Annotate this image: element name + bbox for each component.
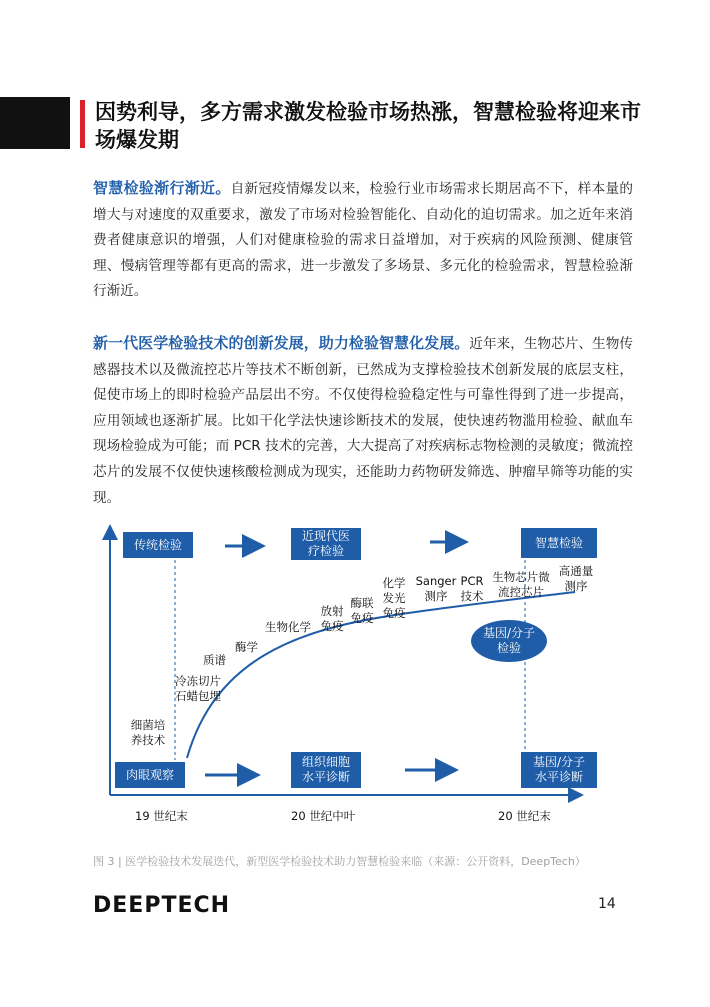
tech-label: 酶联免疫 xyxy=(350,596,374,625)
section-title: 因势利导，多方需求激发检验市场热涨，智慧检验将迎来市场爆发期 xyxy=(95,100,641,152)
paragraph-1 xyxy=(93,176,633,305)
paragraph-1-lead: 智慧检验渐行渐近。 xyxy=(93,179,231,197)
tech-label: 酶学 xyxy=(235,640,258,654)
tech-label: 化学发光免疫 xyxy=(382,576,406,620)
paragraph-2-text: 近年来，生物芯片、生物传感器技术以及微流控芯片等技术不断创新，已然成为支撑检验技术创新发展的底层支柱，促使市场上的即时检验产品层出不穷。不仅使得检验稳定性与可靠性得到了进一步提高，应用领域也逐渐扩展。比如干化学法快速诊断技术的发展，使快速药物滥用检验、献血车现场检验成为可能；而 PCR 技术的完善，大大提高了对疾病标志物检测的灵敏度；微流控芯片的发展不仅使快速核酸检测成为现实，还能助力药物研发筛选、肿瘤早筛等功能的实现。 xyxy=(93,336,633,506)
tech-evolution-figure xyxy=(95,520,615,835)
box-smart-testing: 智慧检验 xyxy=(521,528,597,558)
tech-label: PCR技术 xyxy=(460,574,484,603)
deeptech-logo: DEEPTECH xyxy=(93,893,231,918)
title-black-block xyxy=(0,97,70,149)
box-modern-testing: 近现代医疗检验 xyxy=(291,528,361,560)
tech-label: 生物化学 xyxy=(265,620,311,634)
box-traditional-testing: 传统检验 xyxy=(123,532,193,558)
figure-caption: 图 3 | 医学检验技术发展迭代，新型医学检验技术助力智慧检验来临（来源：公开资料，DeepTech） xyxy=(93,855,586,868)
tech-label: 冷冻切片石蜡包埋 xyxy=(175,674,221,703)
box-molecular-diagnosis: 基因/分子水平诊断 xyxy=(521,752,597,788)
tech-label: 质谱 xyxy=(203,653,226,667)
tech-label: 放射免疫 xyxy=(320,604,344,633)
title-red-bar xyxy=(80,100,85,148)
page-number: 14 xyxy=(598,896,616,912)
tech-label: 高通量测序 xyxy=(558,564,594,593)
paragraph-2-lead: 新一代医学检验技术的创新发展，助力检验智慧化发展。 xyxy=(93,334,470,352)
paragraph-2 xyxy=(93,331,633,511)
ellipse-molecular-testing: 基因/分子检验 xyxy=(471,620,547,662)
tech-label: 细菌培养技术 xyxy=(130,718,166,747)
box-tissue-cell-diagnosis: 组织细胞水平诊断 xyxy=(291,752,361,788)
tech-label: Sanger测序 xyxy=(415,574,457,603)
x-label-20th-century-end: 20 世纪末 xyxy=(498,809,551,823)
x-label-20th-century-mid: 20 世纪中叶 xyxy=(291,809,356,823)
tech-label: 生物芯片微流控芯片 xyxy=(492,570,550,599)
paragraph-1-text: 自新冠疫情爆发以来，检验行业市场需求长期居高不下，样本量的增大与对速度的双重要求，激发了市场对检验智能化、自动化的迫切需求。加之近年来消费者健康意识的增强，人们对健康检验的需求日益增加，对于疾病的风险预测、健康管理、慢病管理等都有更高的需求，进一步激发了多场景、多元化的检验需求，智慧检验渐行渐近。 xyxy=(93,181,633,300)
box-visual-observation: 肉眼观察 xyxy=(115,762,185,788)
x-label-19th-century-end: 19 世纪末 xyxy=(135,809,188,823)
